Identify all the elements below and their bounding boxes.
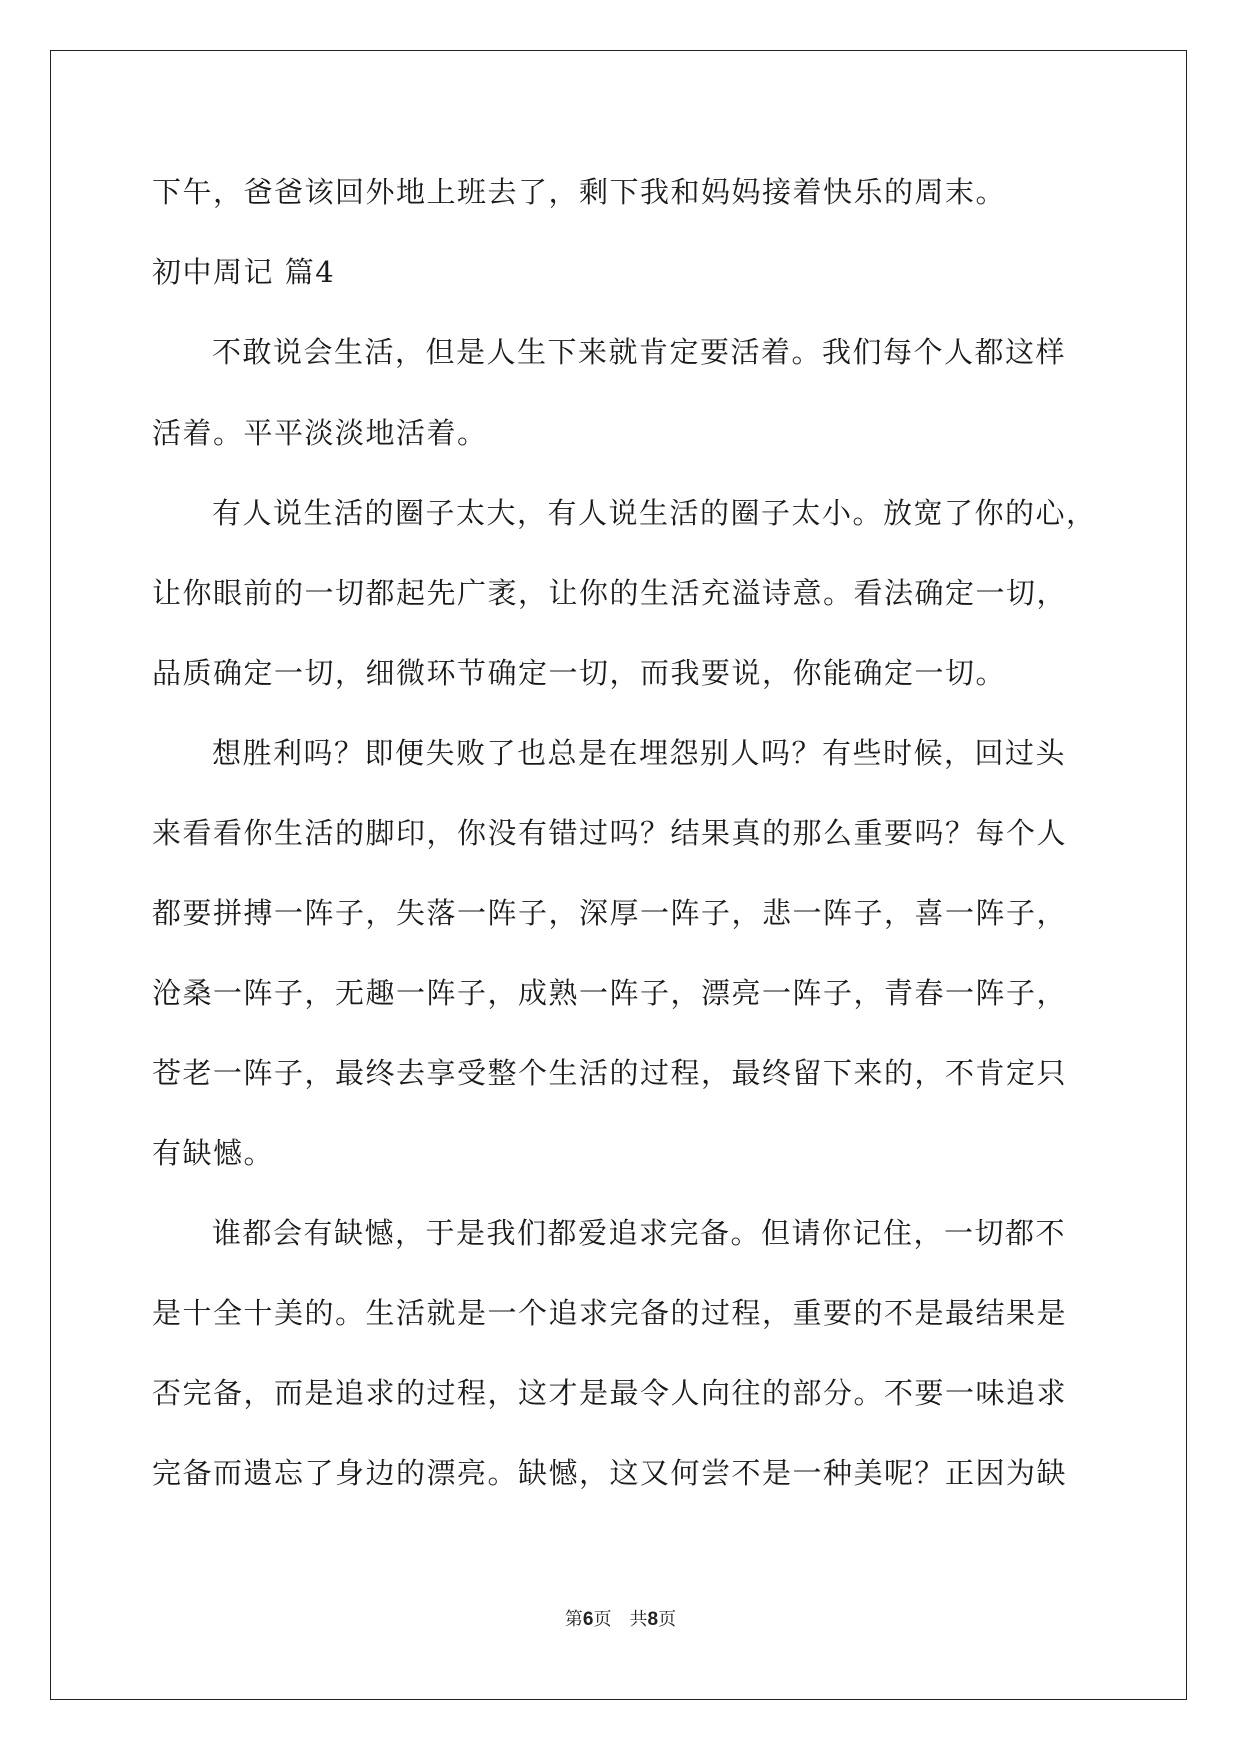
footer-middle: 页 共 — [593, 1609, 648, 1630]
paragraph-3-line: 来看看你生活的脚印，你没有错过吗？结果真的那么重要吗？每个人 — [152, 816, 1068, 850]
paragraph-1-line: 活着。平平淡淡地活着。 — [152, 416, 488, 450]
paragraph-3-line: 沧桑一阵子，无趣一阵子，成熟一阵子，漂亮一阵子，青春一阵子， — [152, 976, 1068, 1010]
paragraph-4-line: 否完备，而是追求的过程，这才是最令人向往的部分。不要一味追求 — [152, 1376, 1068, 1410]
paragraph-3-line: 想胜利吗？即便失败了也总是在埋怨别人吗？有些时候，回过头 — [212, 736, 1067, 770]
paragraph-4-line: 是十全十美的。生活就是一个追求完备的过程，重要的不是最结果是 — [152, 1296, 1068, 1330]
total-pages-number: 8 — [647, 1609, 659, 1630]
page-footer — [0, 1608, 1241, 1632]
footer-prefix: 第 — [564, 1609, 583, 1630]
paragraph-3-line: 有缺憾。 — [152, 1136, 275, 1170]
section-heading: 初中周记 篇4 — [152, 255, 336, 289]
paragraph-3-line: 都要拼搏一阵子，失落一阵子，深厚一阵子，悲一阵子，喜一阵子， — [152, 896, 1068, 930]
paragraph-1-line: 不敢说会生活，但是人生下来就肯定要活着。我们每个人都这样 — [212, 335, 1067, 369]
footer-suffix: 页 — [658, 1609, 677, 1630]
paragraph-4-line: 完备而遗忘了身边的漂亮。缺憾，这又何尝不是一种美呢？正因为缺 — [152, 1456, 1068, 1490]
paragraph-2-line: 让你眼前的一切都起先广袤，让你的生活充溢诗意。看法确定一切， — [152, 576, 1068, 610]
paragraph-4-line: 谁都会有缺憾，于是我们都爱追求完备。但请你记住，一切都不 — [212, 1216, 1067, 1250]
paragraph-3-line: 苍老一阵子，最终去享受整个生活的过程，最终留下来的，不肯定只 — [152, 1056, 1068, 1090]
paragraph-2-line: 有人说生活的圈子太大，有人说生活的圈子太小。放宽了你的心， — [212, 496, 1097, 530]
current-page-number: 6 — [582, 1609, 594, 1630]
paragraph-intro-line: 下午，爸爸该回外地上班去了，剩下我和妈妈接着快乐的周末。 — [152, 175, 1007, 209]
paragraph-2-line: 品质确定一切，细微环节确定一切，而我要说，你能确定一切。 — [152, 656, 1007, 690]
